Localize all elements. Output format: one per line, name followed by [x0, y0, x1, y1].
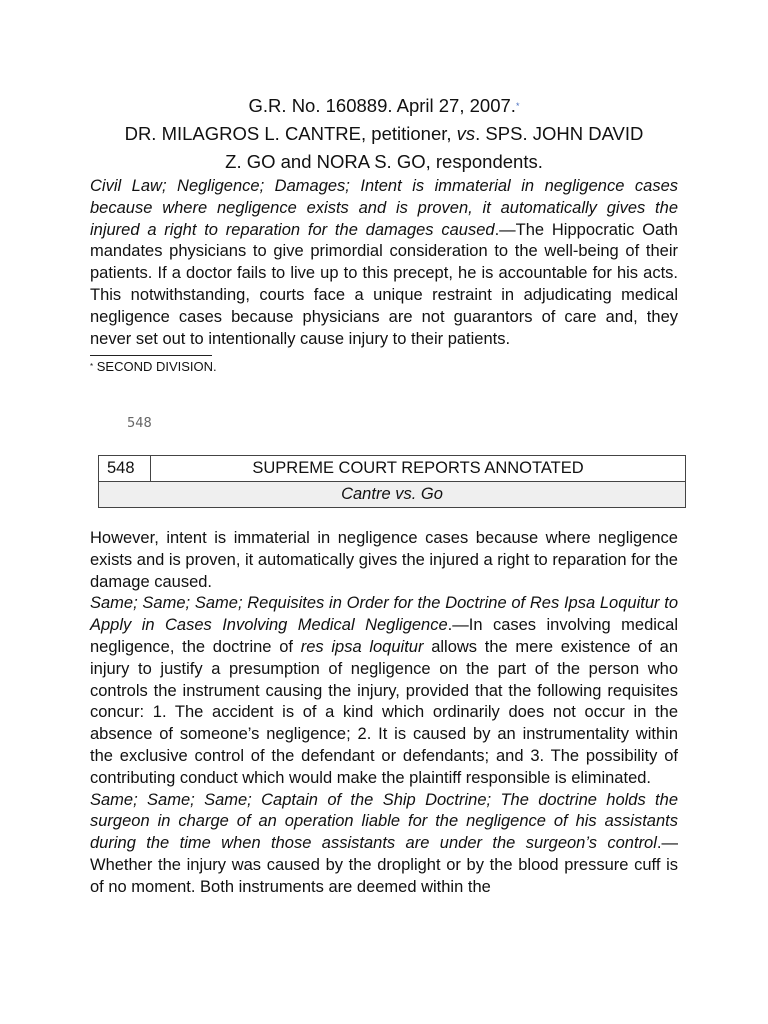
- footnote-text: SECOND DIVISION.: [93, 359, 217, 375]
- case-header: [90, 92, 678, 176]
- syllabus-body: .—Whether the injury was caused by the droplight or by the blood pressure cuff is of no moment. Both instruments are deemed within the: [90, 834, 678, 896]
- latin-term: res ipsa loquitur: [300, 637, 424, 656]
- footnote-marker-link[interactable]: *: [515, 101, 520, 111]
- footnote-divider: [90, 355, 212, 356]
- page-number: 548: [127, 416, 152, 431]
- syllabus-body: .—The Hippocratic Oath mandates physicians to give primordial consideration to the well-being of their patients. If a doctor fails to live up to this precept, he is accountable for his acts. This notwithstanding, courts face a unique restraint in adjudicating medical negligence cases because physicians are not guarantors of care and, they never set out to intentionally cause injury to their patients.: [90, 220, 678, 348]
- footnote: [90, 359, 678, 375]
- document-body-continued: [90, 528, 678, 899]
- document-page: [90, 92, 678, 375]
- case-number-line: [90, 92, 678, 120]
- syllabus-headnote: Same; Same; Same; Captain of the Ship Doctrine; The doctrine holds the surgeon in charge of an operation liable for the negligence of his assistants during the time when those assistants are under the surgeon’s control: [90, 790, 678, 853]
- footnote-mark: *: [90, 362, 94, 372]
- continuation-paragraph: However, intent is immaterial in negligence cases because where negligence exists and is proven, it automatically gives the injured a right to reparation for the damage caused.: [90, 529, 678, 591]
- parties-line-1: DR. MILAGROS L. CANTRE, petitioner, vs. SPS. JOHN DAVID: [124, 123, 644, 144]
- syllabus-paragraph-1: [90, 176, 678, 350]
- parties-line-2: Z. GO and NORA S. GO, respondents.: [225, 151, 543, 172]
- syllabus-headnote: Civil Law; Negligence; Damages; Intent is immaterial in negligence cases because where negligence exists and is proven, it automatically gives the injured a right to reparation for the damages caused: [90, 177, 678, 239]
- syllabus-paragraph-3: [90, 790, 678, 899]
- case-number: G.R. No. 160889. April 27, 2007.: [248, 95, 516, 116]
- running-head-title: SUPREME COURT REPORTS ANNOTATED: [151, 456, 686, 482]
- running-head-page-number: 548: [99, 456, 151, 482]
- running-head-case-title: Cantre vs. Go: [99, 482, 686, 508]
- running-head-table: [98, 455, 686, 508]
- syllabus-paragraph-2: Same; Same; Same; Requisites in Order for the Doctrine of Res Ipsa Loquitur to Apply in Cases Involving Medical Negligence.—In cases involving medical negligence, the doctrine of res ipsa loquitur allows the mere existence of an injury to justify a presumption of negligence on the part of the person who controls the instrument causing the injury, provided that the following requisites concur: 1. The accident is of a kind which ordinarily does not occur in the absence of someone’s negligence; 2. It is caused by an instrumentality within the exclusive control of the defendant or defendants; and 3. The possibility of contributing conduct which would make the plaintiff responsible is eliminated.: [90, 594, 679, 787]
- syllabus-headnote: Same; Same; Same; Requisites in Order for the Doctrine of Res Ipsa Loquitur to Apply in Cases Involving Medical Negligence: [90, 594, 678, 635]
